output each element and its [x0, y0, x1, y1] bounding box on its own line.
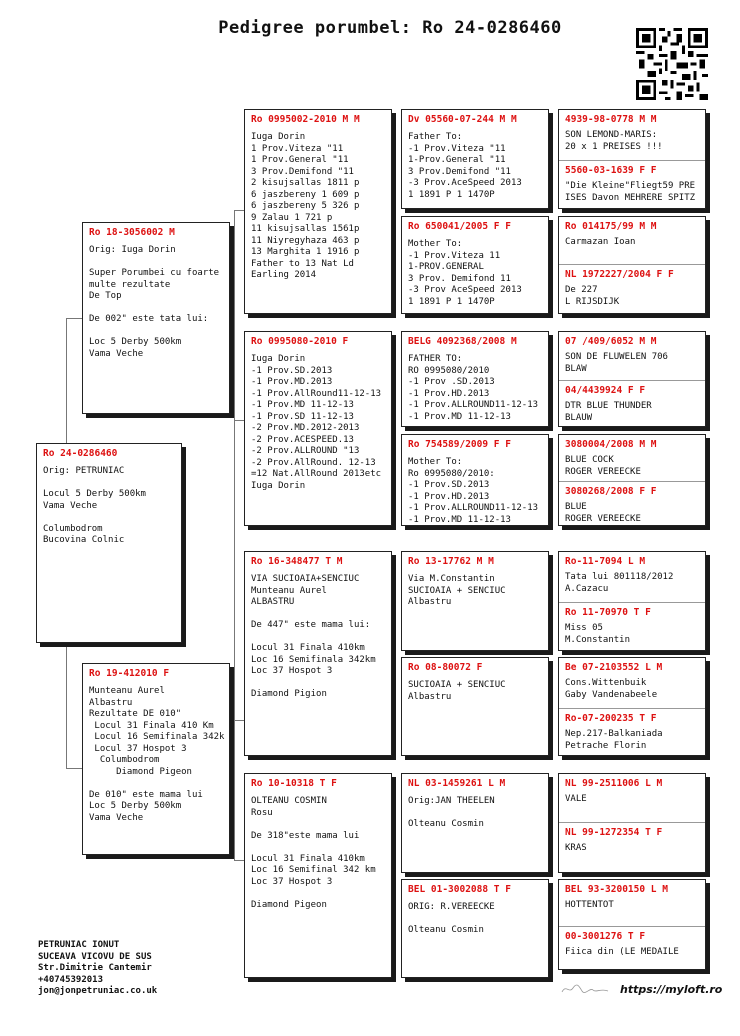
- gggp-ring: 4939-98-0778 M M: [565, 114, 657, 125]
- great-grandparent-card: [401, 109, 549, 209]
- subject-text: Orig: PETRUNIAC Locul 5 Derby 500km Vama Veche Columbodrom Bucovina Colnic: [43, 466, 146, 545]
- gggp-ring: BEL 93-3200150 L M: [565, 884, 668, 895]
- tree-line: [234, 720, 244, 721]
- father-card: [82, 222, 230, 414]
- gggp-text: SON DE FLUWELEN 706 BLAW: [565, 352, 668, 374]
- mother-text: Munteanu Aurel Albastru Rezultate DE 010" Locul 31 Finala 410 Km Locul 16 Semifinala 342k Locul 37 Hospot 3 Columbodrom Diamond Pigeon De 010" este mama lui Loc 5 Derby 500km Vama Veche: [89, 686, 225, 823]
- tree-line: [234, 660, 235, 860]
- mother-card: [82, 663, 230, 855]
- gggp-ring: Ro-11-7094 L M: [565, 556, 646, 567]
- page-title: Pedigree porumbel: Ro 24-0286460: [218, 18, 562, 38]
- father-ring: Ro 18-3056002 M: [89, 227, 175, 238]
- grandparent-ring: Ro 10-10318 T F: [251, 778, 337, 789]
- grandparent-text: VIA SUCIOAIA+SENCIUC Munteanu Aurel ALBASTRU De 447" este mama lui: Locul 31 Finala 410km Loc 16 Semifinala 342km Loc 37 Hospot 3 Diamond Pigion: [251, 574, 376, 699]
- grandparent-ring: Ro 0995002-2010 M M: [251, 114, 360, 125]
- qr-code-icon: [636, 28, 708, 100]
- tree-line: [66, 768, 82, 769]
- gggp-ring: 5560-03-1639 F F: [565, 165, 657, 176]
- gggp-text: BLUE COCK ROGER VEREECKE: [565, 455, 641, 477]
- gggp-text: BLUE ROGER VEREECKE: [565, 502, 641, 524]
- ggp-ring: Dv 05560-07-244 M M: [408, 114, 517, 125]
- gggp-text: Cons.Wittenbuik Gaby Vandenabeele: [565, 678, 658, 700]
- ggp-text: SUCIOAIA + SENCIUC Albastru: [408, 680, 506, 702]
- grandparent-card: [244, 109, 392, 314]
- signature-icon: [560, 982, 610, 996]
- ggp-text: Mother To: -1 Prov.Viteza 11 1-PROV.GENERAL 3 Prov. Demifond 11 -3 Prov AceSpeed 2013 1 1891 P 1 1470P: [408, 239, 522, 307]
- gggp-text: DTR BLUE THUNDER BLAUW: [565, 401, 652, 423]
- gggp-ring: 3080004/2008 M M: [565, 439, 657, 450]
- gggp-text: Nep.217-Balkaniada Petrache Florin: [565, 729, 663, 751]
- ggp-ring: Ro 650041/2005 F F: [408, 221, 511, 232]
- gggp-pair-card: [558, 879, 706, 970]
- owner-contact: PETRUNIAC IONUT SUCEAVA VICOVU DE SUS Str.Dimitrie Cantemir +40745392013 jon@jonpetruniac.co.uk: [38, 940, 158, 996]
- grandparent-card: [244, 773, 392, 978]
- grandparent-text: Iuga Dorin 1 Prov.Viteza "11 1 Prov.General "11 3 Prov.Demifond "11 2 kisujsallas 1811 p 6 jaszbereny 1 609 p 6 jaszbereny 5 326 p 9 Zalau 1 721 p 11 kisujsallas 1561p 11 Niyregyhaza 463 p 13 Marghita 1 1916 p Father to 13 Nat Ld Earling 2014: [251, 132, 360, 280]
- gggp-pair-card: [558, 551, 706, 651]
- great-grandparent-card: [401, 879, 549, 978]
- gggp-ring: 04/4439924 F F: [565, 385, 646, 396]
- gggp-text: Fiica din (LE MEDAILE: [565, 947, 679, 957]
- tree-line: [234, 860, 244, 861]
- gggp-ring: Ro-07-200235 T F: [565, 713, 657, 724]
- tree-line: [234, 420, 244, 421]
- ggp-ring: Ro 13-17762 M M: [408, 556, 494, 567]
- gggp-ring: Ro 014175/99 M M: [565, 221, 657, 232]
- gggp-ring: NL 99-1272354 T F: [565, 827, 663, 838]
- gggp-text: Tata lui 801118/2012 A.Cazacu: [565, 572, 674, 594]
- grandparent-text: Iuga Dorin -1 Prov.SD.2013 -1 Prov.MD.2013 -1 Prov.AllRound11-12-13 -1 Prov.MD 11-12-13 -1 Prov.SD 11-12-13 -2 Prov.MD.2012-2013 -2 Prov.ACESPEED.13 -2 Prov.ALLROUND "13 -2 Prov.AllRound. 12-13 =12 Nat.AllRound 2013etc Iuga Dorin: [251, 354, 382, 491]
- grandparent-ring: Ro 0995080-2010 F: [251, 336, 349, 347]
- ggp-ring: NL 03-1459261 L M: [408, 778, 506, 789]
- ggp-text: ORIG: R.VEREECKE Olteanu Cosmin: [408, 902, 495, 935]
- gggp-text: VALE: [565, 794, 587, 804]
- great-grandparent-card: [401, 434, 549, 526]
- great-grandparent-card: [401, 773, 549, 873]
- gggp-text: De 227 L RIJSDIJK: [565, 285, 620, 307]
- ggp-text: FATHER TO: RO 0995080/2010 -1 Prov .SD.2013 -1 Prov.HD.2013 -1 Prov.ALLROUND11-12-13 -1 Prov.MD 11-12-13: [408, 354, 539, 422]
- ggp-text: Father To: -1 Prov.Viteza "11 1-Prov.General "11 3 Prov.Demifond "11 -3 Prov.AceSpeed 2013 1 1891 P 1 1470P: [408, 132, 522, 200]
- ggp-ring: BEL 01-3002088 T F: [408, 884, 511, 895]
- ggp-ring: Ro 754589/2009 F F: [408, 439, 511, 450]
- ggp-ring: Ro 08-80072 F: [408, 662, 483, 673]
- gggp-pair-card: [558, 657, 706, 756]
- tree-line: [66, 318, 82, 319]
- mother-ring: Ro 19-412010 F: [89, 668, 170, 679]
- ggp-text: Orig:JAN THEELEN Olteanu Cosmin: [408, 796, 495, 829]
- gggp-ring: NL 99-2511006 L M: [565, 778, 663, 789]
- gggp-text: Carmazan Ioan: [565, 237, 636, 247]
- gggp-ring: 07 /409/6052 M M: [565, 336, 657, 347]
- subject-card: [36, 443, 182, 643]
- gggp-pair-card: [558, 331, 706, 427]
- gggp-ring: 3080268/2008 F F: [565, 486, 657, 497]
- gggp-text: Miss 05 M.Constantin: [565, 623, 631, 645]
- great-grandparent-card: [401, 657, 549, 756]
- grandparent-text: OLTEANU COSMIN Rosu De 318"este mama lui Locul 31 Finala 410km Loc 16 Semifinal 342 km Loc 37 Hospot 3 Diamond Pigeon: [251, 796, 376, 910]
- father-text: Orig: Iuga Dorin Super Porumbei cu foarte multe rezultate De Top De 002" este tata lui: Loc 5 Derby 500km Vama Veche: [89, 245, 220, 359]
- great-grandparent-card: [401, 216, 549, 314]
- gggp-ring: Be 07-2103552 L M: [565, 662, 663, 673]
- grandparent-card: [244, 551, 392, 756]
- gggp-ring: NL 1972227/2004 F F: [565, 269, 674, 280]
- gggp-text: HOTTENTOT: [565, 900, 614, 910]
- gggp-text: SON LEMOND-MARIS: 20 x 1 PREISES !!!: [565, 130, 663, 152]
- gggp-ring: 00-3001276 T F: [565, 931, 646, 942]
- ggp-text: Via M.Constantin SUCIOAIA + SENCIUC Albastru: [408, 574, 506, 607]
- ggp-ring: BELG 4092368/2008 M: [408, 336, 517, 347]
- gggp-pair-card: [558, 216, 706, 314]
- grandparent-ring: Ro 16-348477 T M: [251, 556, 343, 567]
- great-grandparent-card: [401, 551, 549, 651]
- tree-line: [234, 210, 235, 720]
- gggp-text: KRAS: [565, 843, 587, 853]
- gggp-pair-card: [558, 109, 706, 209]
- gggp-pair-card: [558, 434, 706, 526]
- grandparent-card: [244, 331, 392, 526]
- website-link[interactable]: https://myloft.ro: [620, 983, 723, 996]
- subject-ring: Ro 24-0286460: [43, 448, 118, 459]
- great-grandparent-card: [401, 331, 549, 427]
- gggp-pair-card: [558, 773, 706, 873]
- ggp-text: Mother To: Ro 0995080/2010: -1 Prov.SD.2013 -1 Prov.HD.2013 -1 Prov.ALLROUND11-12-13 -1 Prov.MD 11-12-13: [408, 457, 539, 525]
- gggp-text: "Die Kleine"Fliegt59 PRE ISES Davon MEHRERE SPITZ: [565, 181, 696, 203]
- tree-line: [234, 210, 244, 211]
- gggp-ring: Ro 11-70970 T F: [565, 607, 651, 618]
